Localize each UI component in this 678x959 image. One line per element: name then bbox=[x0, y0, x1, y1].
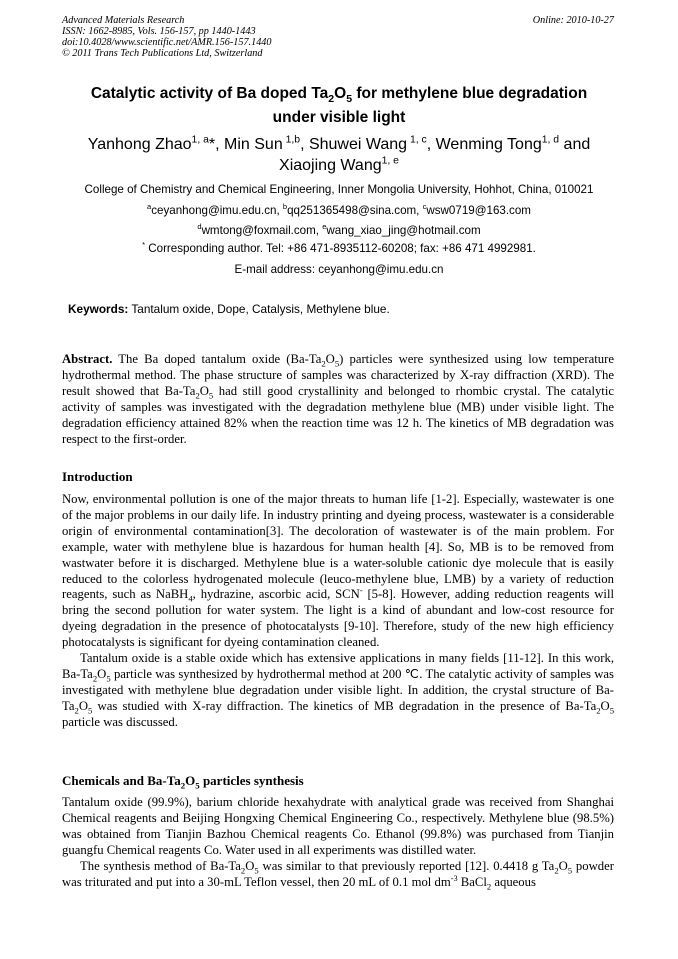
title-text: O bbox=[334, 85, 347, 102]
subscript: 5 bbox=[87, 705, 93, 716]
intro-text: was studied with X-ray diffraction. The kinetics of MB degradation in the presence of Ba-Ta bbox=[92, 698, 597, 713]
online-date: Online: 2010-10-27 bbox=[532, 15, 614, 26]
author: , Min Sun bbox=[215, 136, 283, 153]
intro-text: O bbox=[97, 666, 107, 681]
author: Yanhong Zhao bbox=[87, 136, 192, 153]
author-list bbox=[40, 134, 638, 176]
subscript: 2 bbox=[180, 780, 186, 791]
author-affil: 1, e bbox=[381, 155, 399, 167]
intro-paragraph-2 bbox=[62, 651, 614, 731]
email: wang_xiao_jing@hotmail.com bbox=[326, 224, 481, 237]
subscript: 5 bbox=[195, 780, 200, 791]
chem-text: was similar to that previously reported [12]. 0.4418 g Ta bbox=[258, 858, 555, 873]
superscript: - bbox=[359, 586, 363, 596]
corresponding-text: Corresponding author. Tel: +86 471-8935112-60208; fax: +86 471 4992981. bbox=[145, 242, 536, 255]
abstract-text: ) particles were synthesized using low temperature hydrothermal method. The phase structure of samples was characterized by X-ray diffraction (XRD). The result showed that Ba-Ta bbox=[62, 352, 614, 398]
title-sub: 5 bbox=[346, 93, 353, 106]
subscript: 5 bbox=[609, 705, 614, 716]
intro-text: particle was discussed. bbox=[62, 714, 178, 729]
corresponding-author bbox=[40, 242, 638, 256]
subscript: 2 bbox=[195, 390, 200, 401]
email: wsw0719@163.com bbox=[426, 204, 531, 217]
superscript: -3 bbox=[450, 873, 458, 883]
keywords-text: Tantalum oxide, Dope, Catalysis, Methylene blue. bbox=[128, 302, 390, 316]
email: qq251365498@sina.com, bbox=[287, 204, 423, 217]
chem-paragraph-1: Tantalum oxide (99.9%), barium chloride hexahydrate with analytical grade was received from Shanghai Chemical reagents and Beijing Hongxing Chemical Engineering Co., respectively. Methylene blue (98.5%) was obtained from Tianjin Bazhou Chemical reagents Co. Ethanol (99.8%) was purchased from Tianjin guangfu Chemical reagents Co. Water used in all experiments was distilled water. bbox=[62, 795, 614, 857]
author: , Shuwei Wang bbox=[300, 136, 408, 153]
title-text: Catalytic activity of Ba doped Ta bbox=[90, 85, 329, 102]
email-mark: e bbox=[322, 222, 327, 232]
introduction-body bbox=[62, 492, 614, 731]
subscript: 5 bbox=[567, 865, 573, 876]
heading-text: particles synthesis bbox=[199, 773, 304, 788]
abstract-text: O bbox=[325, 352, 335, 366]
chem-text: O bbox=[558, 858, 568, 873]
subscript: 5 bbox=[334, 358, 340, 369]
heading-text: O bbox=[185, 773, 196, 788]
subscript: 5 bbox=[254, 865, 259, 876]
doi: doi:10.4028/www.scientific.net/AMR.156-157.1440 bbox=[62, 37, 272, 48]
contact-email: E-mail address: ceyanhong@imu.edu.cn bbox=[234, 263, 444, 276]
subscript: 2 bbox=[74, 705, 79, 716]
subscript: 5 bbox=[208, 390, 214, 401]
subscript: 4 bbox=[188, 593, 193, 604]
subscript: 2 bbox=[240, 865, 246, 876]
abstract-label: Abstract. bbox=[62, 352, 113, 366]
abstract-text: The Ba doped tantalum oxide (Ba-Ta bbox=[112, 352, 322, 366]
subscript: 2 bbox=[554, 865, 559, 876]
intro-paragraph-1 bbox=[62, 492, 614, 651]
chem-text: O bbox=[245, 858, 255, 873]
subscript: 2 bbox=[486, 881, 492, 892]
author-affil: 1, a bbox=[191, 134, 209, 146]
email-mark: a bbox=[147, 202, 152, 212]
abstract bbox=[62, 352, 614, 447]
author-affil: 1, c bbox=[407, 134, 427, 146]
intro-text: , hydrazine, ascorbic acid, SCN bbox=[192, 587, 360, 602]
author-affil: 1, d bbox=[541, 134, 560, 146]
email-line-1 bbox=[40, 204, 638, 218]
author: Xiaojing Wang bbox=[279, 157, 382, 174]
section-heading-introduction: Introduction bbox=[62, 469, 133, 484]
chem-paragraph-2 bbox=[62, 859, 614, 891]
chem-text: powder was triturated and put into a 30-mL Teflon vessel, then 20 mL of 0.1 mol dm bbox=[62, 858, 614, 889]
section-heading-chemicals bbox=[62, 773, 304, 789]
chem-text: The synthesis method of Ba-Ta bbox=[80, 858, 241, 873]
email: wmtong@foxmail.com, bbox=[201, 224, 323, 237]
issn: ISSN: 1662-8985, Vols. 156-157, pp 1440-1443 bbox=[62, 26, 256, 37]
email-mark: b bbox=[282, 202, 288, 212]
intro-text: O bbox=[600, 698, 610, 713]
email-line-2 bbox=[40, 224, 638, 238]
title-text: for methylene blue degradation bbox=[352, 85, 588, 102]
title-line2: under visible light bbox=[272, 109, 406, 126]
subscript: 2 bbox=[596, 705, 601, 716]
email-mark: d bbox=[197, 222, 202, 232]
email: ceyanhong@imu.edu.cn, bbox=[151, 204, 283, 217]
author-affil: 1,b bbox=[282, 134, 301, 146]
intro-text: O bbox=[78, 698, 88, 713]
author: , Wenming Tong bbox=[426, 136, 542, 153]
intro-text: particle was synthesized by hydrothermal method at 200 ℃. The catalytic activity of samples was investigated with methylene blue degradation under visible light. In addition, the crystal structure of Ba-Ta bbox=[62, 666, 614, 713]
journal-name: Advanced Materials Research bbox=[62, 15, 185, 26]
chem-text: BaCl bbox=[457, 874, 487, 889]
keywords bbox=[68, 302, 390, 316]
intro-text: Tantalum oxide is a stable oxide which has extensive applications in many fields [11-12]. In this work, Ba-Ta bbox=[62, 651, 614, 681]
copyright: © 2011 Trans Tech Publications Ltd, Switzerland bbox=[62, 48, 263, 59]
email-mark: c bbox=[422, 202, 427, 212]
corresponding-mark: * bbox=[208, 136, 216, 153]
subscript: 2 bbox=[321, 358, 326, 369]
paper-title bbox=[40, 82, 638, 130]
subscript: 5 bbox=[106, 673, 111, 684]
intro-text: [5-8]. However, adding reduction reagents will bring the second pollution for water system. The light is a kind of abundant and low-cost resource for dyeing degradation in the presence of photocatalysts [9-10]. Therefore, study of the new high efficiency photocatalysts is significant for dyeing contamination cleaned. bbox=[62, 587, 615, 650]
journal-header bbox=[62, 15, 614, 59]
intro-text: Now, environmental pollution is one of the major threats to human life [1-2]. Especially, wastewater is one of the major problems in our daily life. In industry printing and dyeing process, wastewater is a considerable origin of environmental contamination[3]. The decoloration of wastewater is of the main problem. For example, water with methylene blue is hazardous for human health [4]. So, MB is to be removed from wastwater before it is discharged. Methylene blue is a water-soluble cationic dye molecule that is easily reduced to the colorless hydrogenated molecule (leuco-methylene blue, LMB) by a variety of reduction reagents, such as NaBH bbox=[62, 492, 614, 602]
heading-text: Chemicals and Ba-Ta bbox=[62, 773, 181, 788]
abstract-text: had still good crystallinity and belonged to rhombic crystal. The catalytic activity of samples was investigated with the degradation methylene blue (MB) under visible light. The degradation efficiency attained 82% when the reaction time was 12 h. The kinetics of MB degradation was respect to the first-order. bbox=[62, 383, 614, 446]
chem-text: aqueous bbox=[491, 874, 536, 889]
abstract-text: O bbox=[199, 383, 209, 398]
affiliation: College of Chemistry and Chemical Engineering, Inner Mongolia University, Hohhot, China, 010021 bbox=[84, 183, 594, 196]
subscript: 2 bbox=[92, 673, 98, 684]
author-and: and bbox=[559, 136, 591, 153]
title-sub: 2 bbox=[328, 93, 335, 106]
keywords-label: Keywords: bbox=[68, 302, 129, 316]
corresponding-mark: * bbox=[142, 240, 146, 250]
chemicals-body bbox=[62, 795, 614, 890]
